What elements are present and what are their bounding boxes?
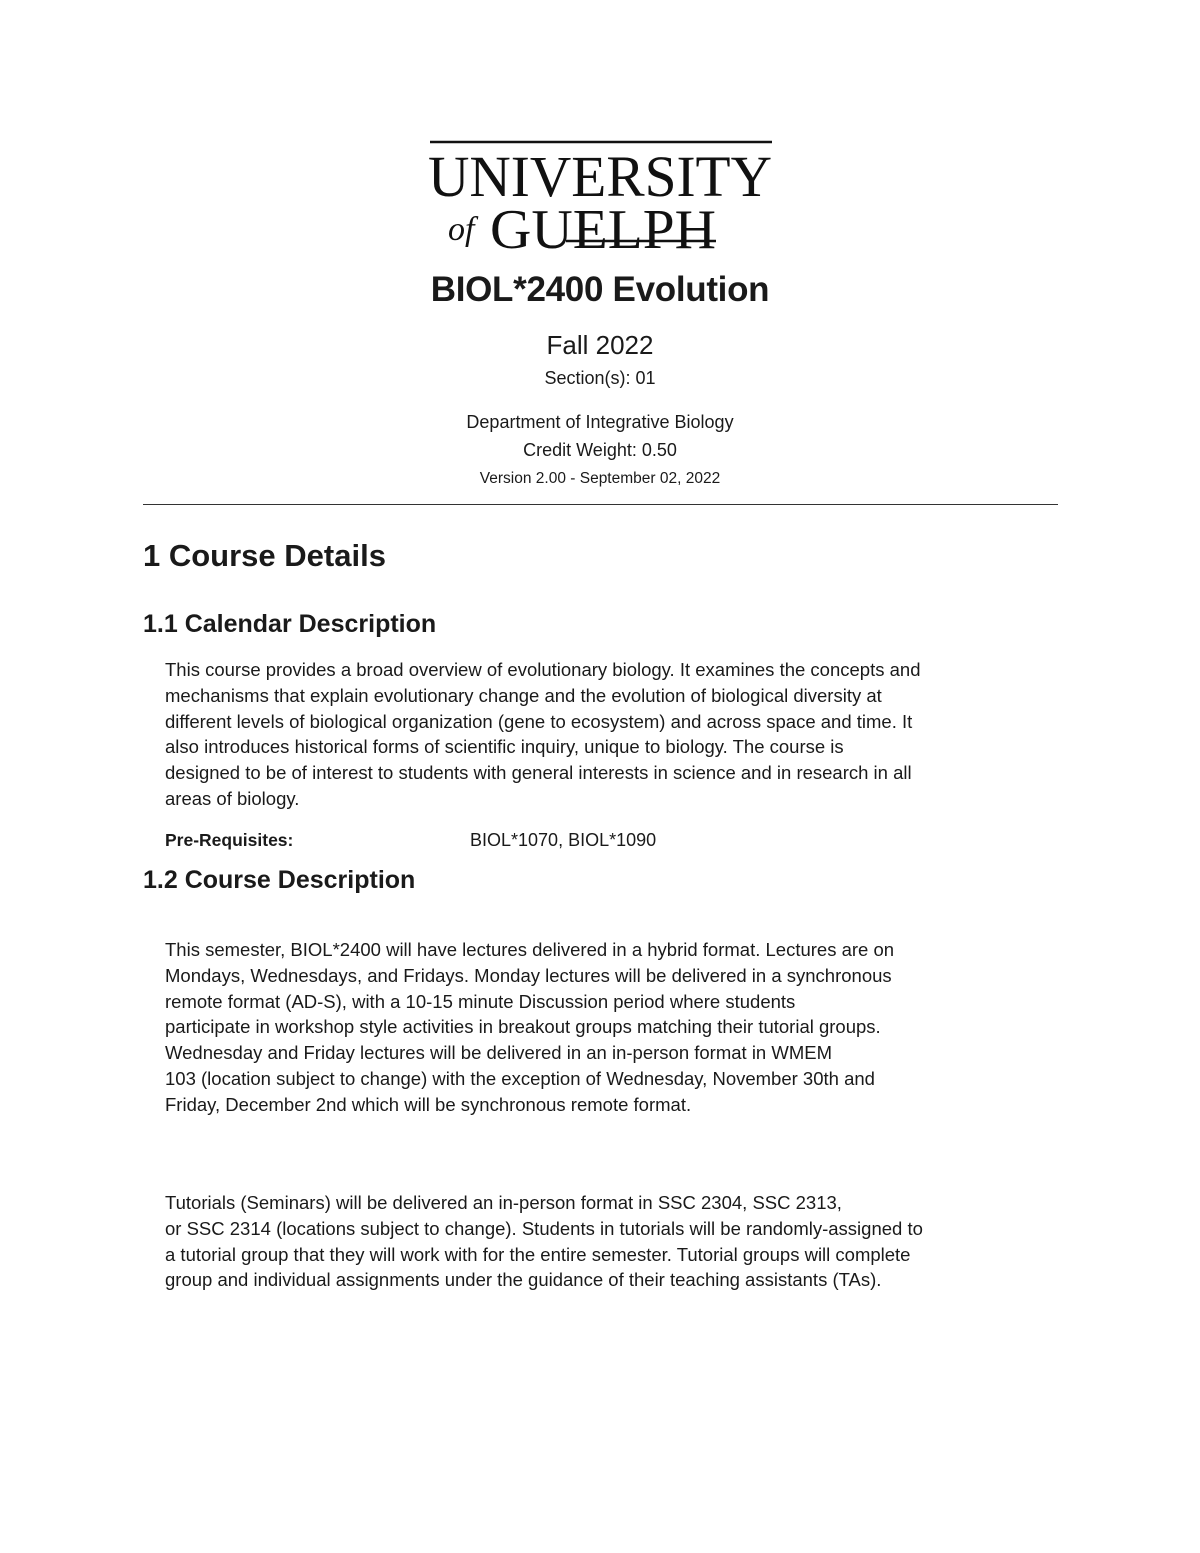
paragraph-line: areas of biology. bbox=[165, 787, 300, 809]
course-sections: Section(s): 01 bbox=[544, 368, 656, 388]
university-logo bbox=[426, 140, 774, 252]
document-version: Version 2.00 - September 02, 2022 bbox=[479, 470, 721, 487]
subsection-heading-calendar-description: 1.1 Calendar Description bbox=[143, 610, 437, 638]
university-logo-mark bbox=[426, 140, 774, 252]
paragraph-line: Wednesday and Friday lectures will be delivered in an in-person format in WMEM bbox=[165, 1042, 832, 1064]
paragraph-line: different levels of biological organization (gene to ecosystem) and across space and time. It bbox=[165, 710, 913, 732]
paragraph-line: mechanisms that explain evolutionary change and the evolution of biological diversity at bbox=[165, 684, 882, 706]
paragraph-line: 103 (location subject to change) with the exception of Wednesday, November 30th and bbox=[165, 1067, 875, 1089]
paragraph-line: also introduces historical forms of scientific inquiry, unique to biology. The course is bbox=[165, 736, 844, 758]
header-divider bbox=[143, 504, 1058, 505]
course-credit-weight: Credit Weight: 0.50 bbox=[523, 440, 677, 460]
paragraph-line: designed to be of interest to students with general interests in science and in research in all bbox=[165, 762, 912, 784]
prerequisites-value: BIOL*1070, BIOL*1090 bbox=[470, 830, 657, 850]
paragraph-line: Tutorials (Seminars) will be delivered an in-person format in SSC 2304, SSC 2313, bbox=[165, 1192, 842, 1213]
paragraph-line: participate in workshop style activities in breakout groups matching their tutorial groups. bbox=[165, 1016, 881, 1038]
paragraph-line: remote format (AD-S), with a 10-15 minute Discussion period where students bbox=[165, 990, 796, 1012]
section-heading-course-details: 1 Course Details bbox=[143, 538, 386, 573]
paragraph-line: or SSC 2314 (locations subject to change). Students in tutorials will be randomly-assigned to bbox=[165, 1217, 923, 1239]
calendar-description-paragraph bbox=[165, 657, 1060, 812]
course-department: Department of Integrative Biology bbox=[466, 412, 734, 432]
logo-of: of bbox=[448, 211, 475, 248]
prerequisites-label: Pre-Requisites: bbox=[165, 830, 294, 850]
paragraph-line: a tutorial group that they will work with for the entire semester. Tutorial groups will complete bbox=[165, 1243, 911, 1265]
paragraph-line: This course provides a broad overview of evolutionary biology. It examines the concepts and bbox=[165, 659, 921, 680]
subsection-heading-course-description: 1.2 Course Description bbox=[143, 866, 416, 894]
logo-line2: GUELPH bbox=[490, 199, 716, 252]
paragraph-line: group and individual assignments under the guidance of their teaching assistants (TAs). bbox=[165, 1269, 882, 1291]
course-description-paragraph-2 bbox=[165, 1190, 1060, 1293]
course-term: Fall 2022 bbox=[546, 330, 654, 360]
paragraph-line: Friday, December 2nd which will be synchronous remote format. bbox=[165, 1093, 692, 1115]
logo-line1: UNIVERSITY bbox=[428, 144, 772, 209]
course-description-paragraph-1 bbox=[165, 937, 1060, 1118]
paragraph-line: This semester, BIOL*2400 will have lectures delivered in a hybrid format. Lectures are on bbox=[165, 939, 895, 960]
course-title: BIOL*2400 Evolution bbox=[430, 270, 770, 309]
paragraph-line: Mondays, Wednesdays, and Fridays. Monday lectures will be delivered in a synchronous bbox=[165, 964, 892, 986]
